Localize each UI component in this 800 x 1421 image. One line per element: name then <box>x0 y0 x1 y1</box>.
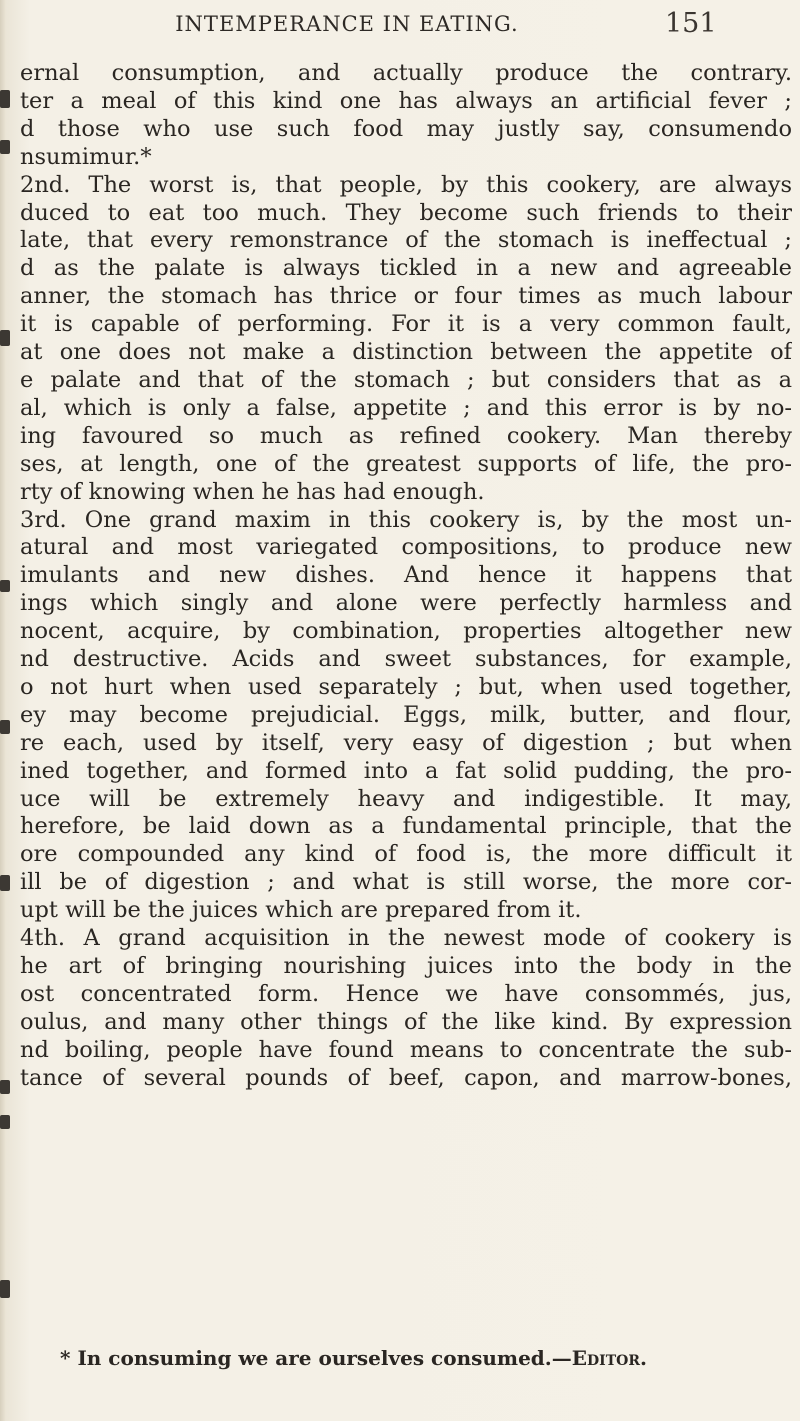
text-line: he art of bringing nourishing juices into the body in the <box>20 953 792 979</box>
footnote-marker: * <box>60 1346 71 1370</box>
text-line: nocent, acquire, by combination, properties altogether new <box>20 618 792 645</box>
text-line: ost concentrated form. Hence we have consommés, jus, <box>20 980 792 1007</box>
text-line: ore compounded any kind of food is, the more difficult it <box>20 841 792 868</box>
text-line: 4th. A grand acquisition in the newest mode of cookery is <box>20 925 792 952</box>
text-line: ernal consumption, and actually produce the contrary. <box>20 60 792 86</box>
text-line: anner, the stomach has thrice or four times as much labour <box>20 283 792 310</box>
text-line: ings which singly and alone were perfectly harmless and <box>20 590 792 617</box>
running-title: INTEMPERANCE IN EATING. <box>175 12 519 36</box>
text-line: rty of knowing when he has had enough. <box>20 478 485 505</box>
text-line: late, that every remonstrance of the stomach is ineffectual ; <box>20 227 792 254</box>
text-line: imulants and new dishes. And hence it happens that <box>20 562 792 589</box>
text-line: ined together, and formed into a fat solid pudding, the pro- <box>20 757 792 784</box>
footnote-attribution: Editor. <box>571 1346 647 1370</box>
text-line: 3rd. One grand maxim in this cookery is, by the most un- <box>20 506 792 533</box>
text-line: upt will be the juices which are prepared from it. <box>20 897 582 924</box>
body-text <box>20 60 792 1093</box>
page-number: 151 <box>665 8 717 39</box>
text-line: ill be of digestion ; and what is still worse, the more cor- <box>20 869 792 896</box>
running-head <box>0 6 800 46</box>
text-line: d as the palate is always tickled in a new and agreeable <box>20 255 792 282</box>
text-line: nsumimur.* <box>20 143 152 170</box>
text-line: nd boiling, people have found means to concentrate the sub- <box>20 1036 792 1063</box>
text-line: e palate and that of the stomach ; but considers that as a <box>20 366 792 393</box>
text-line: 2nd. The worst is, that people, by this cookery, are always <box>20 171 792 198</box>
text-line: it is capable of performing. For it is a very common fault, <box>20 311 792 338</box>
text-line: tance of several pounds of beef, capon, and marrow-bones, <box>20 1064 792 1091</box>
text-line: at one does not make a distinction between the appetite of <box>20 339 792 366</box>
text-line: o not hurt when used separately ; but, when used together, <box>20 673 792 700</box>
text-line: uce will be extremely heavy and indigestible. It may, <box>20 785 792 812</box>
text-line: ing favoured so much as refined cookery. Man thereby <box>20 422 792 449</box>
text-line: re each, used by itself, very easy of digestion ; but when <box>20 729 792 756</box>
text-line: duced to eat too much. They become such friends to their <box>20 199 792 226</box>
text-line: ter a meal of this kind one has always an artificial fever ; <box>20 87 792 114</box>
text-line: d those who use such food may justly say, consumendo <box>20 115 792 142</box>
left-margin-ink-marks <box>0 80 10 1420</box>
footnote-text: In consuming we are ourselves consumed.— <box>77 1346 572 1370</box>
text-line: ey may become prejudicial. Eggs, milk, butter, and flour, <box>20 701 792 728</box>
text-line: al, which is only a false, appetite ; and this error is by no- <box>20 394 792 421</box>
text-line: herefore, be laid down as a fundamental principle, that the <box>20 813 792 840</box>
text-line: oulus, and many other things of the like kind. By expression <box>20 1008 792 1035</box>
text-line: nd destructive. Acids and sweet substances, for example, <box>20 646 792 673</box>
text-line: atural and most variegated compositions, to produce new <box>20 534 792 561</box>
footnote <box>60 1345 760 1371</box>
text-line: ses, at length, one of the greatest supports of life, the pro- <box>20 450 792 477</box>
